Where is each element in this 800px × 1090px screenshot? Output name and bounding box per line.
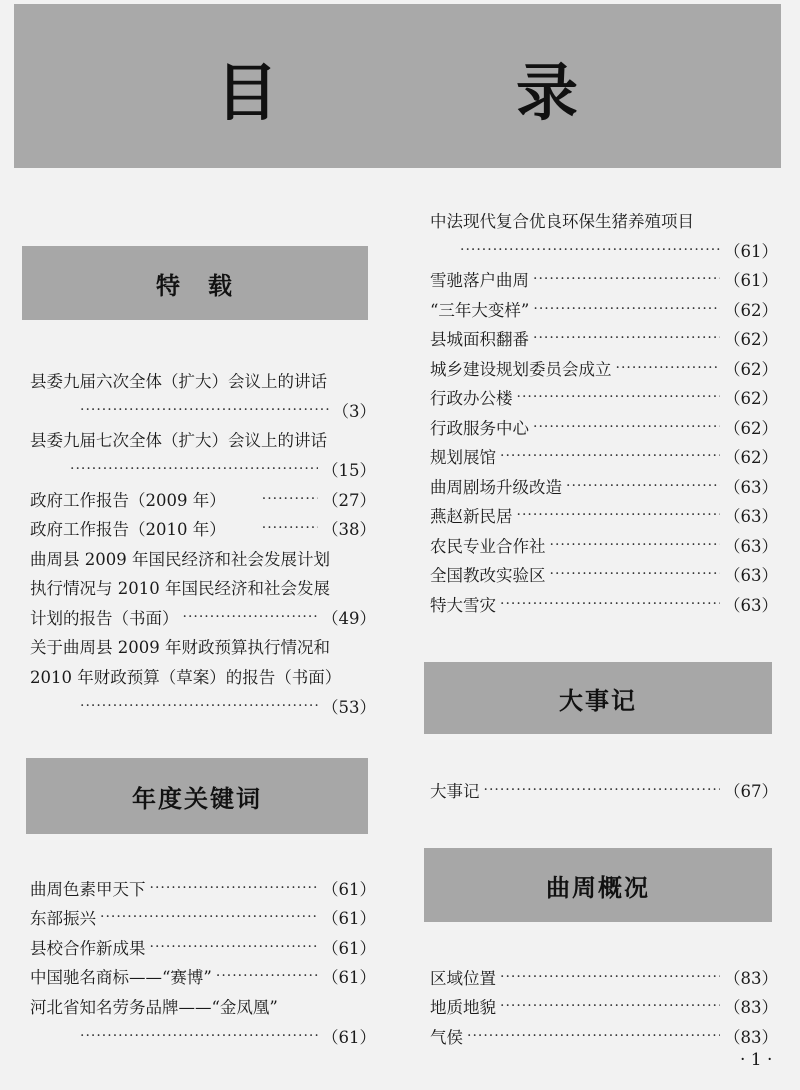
leader-dots: [183, 609, 319, 625]
entry-page: （62）: [724, 300, 778, 320]
entry-title: 曲周剧场升级改造: [430, 477, 562, 497]
entry-title: 计划的报告（书面）: [30, 608, 179, 628]
leader-dots: [533, 419, 720, 435]
entry-title: 曲周县 2009 年国民经济和社会发展计划: [30, 549, 330, 569]
page-header: [14, 4, 781, 168]
entry-title: 雪驰落户曲周: [430, 271, 529, 291]
entry-title: 农民专业合作社: [430, 536, 546, 556]
leader-dots: [550, 566, 721, 582]
right-entry-list: [430, 205, 778, 619]
toc-entry-line[interactable]: [30, 991, 376, 1021]
entry-title: 关于曲周县 2009 年财政预算执行情况和: [30, 638, 330, 658]
entry-page: （67）: [724, 781, 778, 801]
entry-page: （62）: [724, 330, 778, 350]
leader-dots: [484, 782, 721, 798]
page-number: · 1 ·: [740, 1050, 773, 1070]
entry-title: 东部振兴: [30, 909, 96, 929]
leader-dots: [467, 1028, 720, 1044]
leader-dots: [150, 880, 319, 896]
entry-page: （63）: [724, 507, 778, 527]
toc-entry-line[interactable]: [30, 543, 376, 573]
toc-entry[interactable]: [430, 1021, 778, 1051]
leader-dots: [517, 389, 721, 405]
toc-entry[interactable]: [30, 932, 376, 962]
leader-dots: [517, 507, 721, 523]
entry-page: （83）: [724, 968, 778, 988]
entry-title: 区域位置: [430, 968, 496, 988]
entry-title: 政府工作报告（2009 年）: [30, 490, 226, 510]
entry-title: 县委九届六次全体（扩大）会议上的讲话: [30, 371, 327, 391]
entry-title: 特大雪灾: [430, 595, 496, 615]
tezai-entry-list: [30, 365, 376, 721]
toc-entry-continuation[interactable]: [30, 395, 376, 425]
entry-title: 行政办公楼: [430, 389, 513, 409]
toc-entry[interactable]: [430, 501, 778, 531]
section-heading-tezai: 特 载: [22, 246, 368, 320]
entry-title: 曲周色素甲天下: [30, 879, 146, 899]
toc-entry[interactable]: [30, 484, 376, 514]
entry-title: 城乡建设规划委员会成立: [430, 359, 612, 379]
entry-title: 气侯: [430, 1027, 463, 1047]
toc-entry[interactable]: [30, 425, 376, 455]
entry-page: （61）: [724, 241, 778, 261]
leader-dots: [80, 402, 329, 418]
leader-dots: [216, 968, 318, 984]
leader-dots: [533, 271, 720, 287]
entry-page: （63）: [724, 477, 778, 497]
toc-entry-line[interactable]: [430, 205, 778, 235]
page-title-left: 目: [216, 56, 279, 129]
toc-entry[interactable]: [430, 412, 778, 442]
leader-dots: [150, 939, 319, 955]
entry-page: （63）: [724, 595, 778, 615]
leader-dots: [262, 491, 318, 507]
leader-dots: [550, 537, 721, 553]
entry-page: （62）: [724, 418, 778, 438]
entry-page: （63）: [724, 536, 778, 556]
entry-title: “三年大变样”: [430, 300, 530, 320]
entry-page: （61）: [322, 968, 376, 988]
entry-page: （62）: [724, 389, 778, 409]
entry-title: 中国驰名商标——“赛博”: [30, 968, 212, 988]
entry-page: （3）: [332, 401, 376, 421]
overview-entry-list: [430, 962, 778, 1051]
entry-page: （61）: [322, 938, 376, 958]
entry-title: 燕赵新民居: [430, 507, 513, 527]
leader-dots: [500, 969, 720, 985]
toc-entry-continuation[interactable]: [430, 235, 778, 265]
entry-page: （49）: [322, 608, 376, 628]
entry-title: 县城面积翻番: [430, 330, 529, 350]
toc-entry-continuation[interactable]: [30, 1021, 376, 1051]
toc-entry[interactable]: [430, 383, 778, 413]
section-heading-events: 大事记: [424, 662, 772, 734]
entry-page: （61）: [322, 879, 376, 899]
entry-title: 执行情况与 2010 年国民经济和社会发展: [30, 579, 330, 599]
entry-page: （27）: [322, 490, 376, 510]
leader-dots: [80, 1028, 318, 1044]
entry-page: （61）: [322, 1027, 376, 1047]
entry-page: （61）: [322, 909, 376, 929]
toc-entry[interactable]: [30, 962, 376, 992]
leader-dots: [70, 461, 318, 477]
toc-entry-continuation[interactable]: [30, 454, 376, 484]
leader-dots: [460, 242, 720, 258]
page-title-right: 录: [516, 56, 579, 129]
leader-dots: [533, 301, 720, 317]
leader-dots: [500, 596, 720, 612]
entry-page: （15）: [322, 461, 376, 480]
toc-entry-line[interactable]: [30, 573, 376, 603]
toc-entry[interactable]: [430, 294, 778, 324]
toc-entry[interactable]: [430, 992, 778, 1022]
entry-title: 大事记: [430, 781, 480, 801]
toc-entry[interactable]: [30, 365, 376, 395]
entry-title: 政府工作报告（2010 年）: [30, 520, 226, 540]
section-heading-overview: 曲周概况: [424, 848, 772, 922]
leader-dots: [500, 448, 720, 464]
entry-title: 规划展馆: [430, 448, 496, 468]
leader-dots: [566, 478, 720, 494]
toc-entry[interactable]: [430, 265, 778, 295]
toc-entry[interactable]: [430, 442, 778, 472]
toc-entry[interactable]: [30, 514, 376, 544]
entry-title: 县委九届七次全体（扩大）会议上的讲话: [30, 431, 327, 451]
leader-dots: [533, 330, 720, 346]
leader-dots: [262, 520, 318, 536]
entry-title: 河北省知名劳务品牌——“金凤凰”: [30, 997, 278, 1017]
section-heading-keywords: 年度关键词: [26, 758, 368, 834]
entry-title: 县校合作新成果: [30, 938, 146, 958]
entry-page: （62）: [724, 448, 778, 468]
entry-page: （63）: [724, 566, 778, 586]
entry-page: （62）: [724, 359, 778, 379]
toc-entry-line[interactable]: [30, 661, 376, 691]
entry-title: 地质地貌: [430, 998, 496, 1018]
toc-entry[interactable]: [430, 471, 778, 501]
entry-title: 行政服务中心: [430, 418, 529, 438]
leader-dots: [80, 698, 318, 714]
entry-page: （53）: [322, 697, 376, 717]
toc-entry[interactable]: [430, 353, 778, 383]
toc-entry[interactable]: [430, 775, 778, 805]
toc-entry[interactable]: [430, 589, 778, 619]
leader-dots: [100, 909, 318, 925]
toc-entry-line[interactable]: [30, 632, 376, 662]
leader-dots: [500, 998, 720, 1014]
keyword-entry-list: [30, 873, 376, 1051]
entry-title: 2010 年财政预算（草案）的报告（书面）: [30, 667, 342, 687]
toc-entry[interactable]: [30, 903, 376, 933]
toc-entry-line[interactable]: [30, 602, 376, 632]
event-entry-list: [430, 775, 778, 805]
toc-entry[interactable]: [430, 962, 778, 992]
toc-entry[interactable]: [430, 324, 778, 354]
toc-entry[interactable]: [430, 560, 778, 590]
entry-page: （61）: [724, 271, 778, 291]
entry-page: （38）: [322, 520, 376, 540]
entry-page: （83）: [724, 998, 778, 1018]
toc-entry-continuation[interactable]: [30, 691, 376, 721]
leader-dots: [616, 360, 721, 376]
toc-entry[interactable]: [430, 530, 778, 560]
entry-title: 中法现代复合优良环保生猪养殖项目: [430, 211, 694, 231]
entry-title: 全国教改实验区: [430, 566, 546, 586]
toc-entry[interactable]: [30, 873, 376, 903]
entry-page: （83）: [724, 1027, 778, 1047]
